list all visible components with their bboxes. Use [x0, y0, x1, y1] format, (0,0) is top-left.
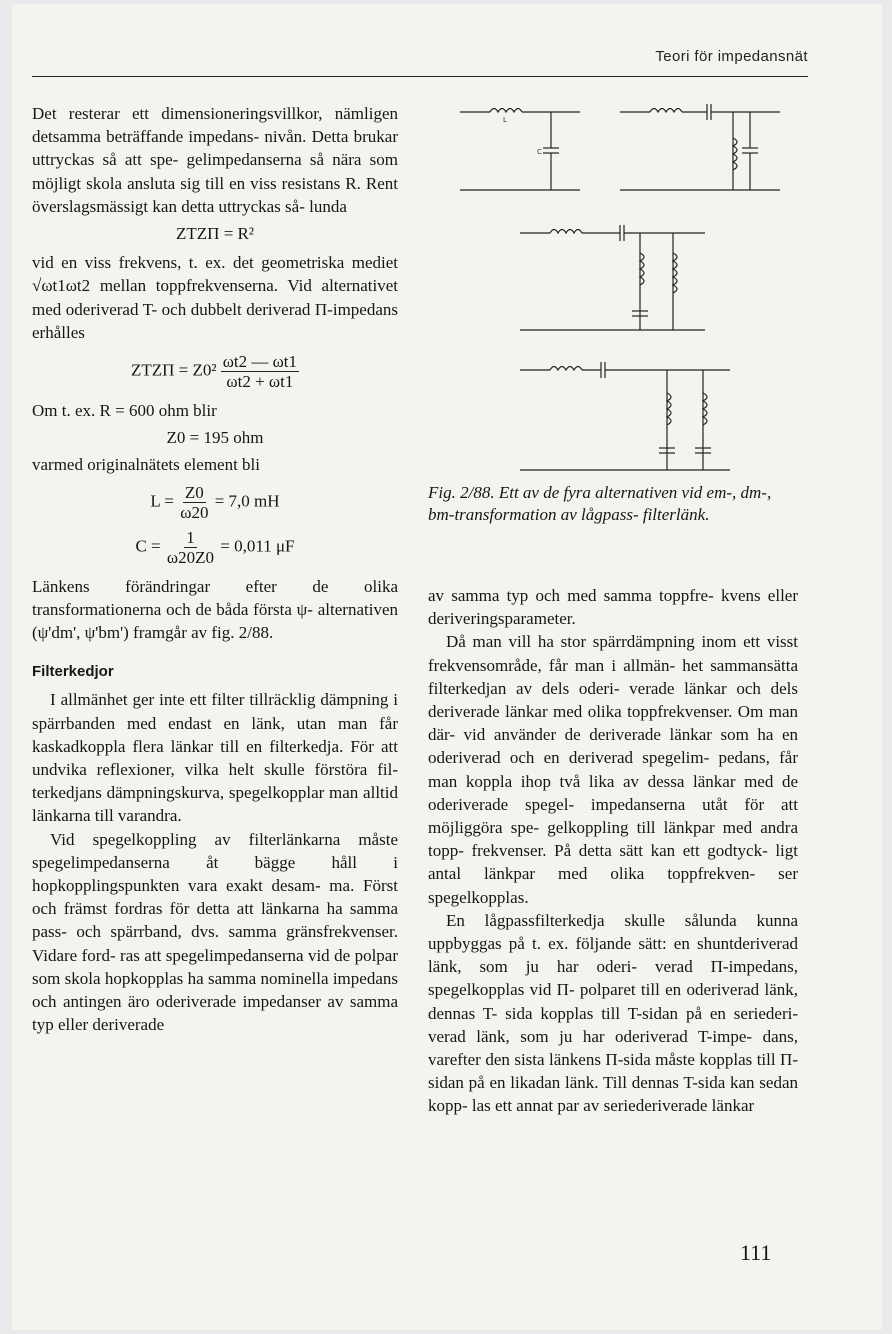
label-c: C	[537, 148, 542, 156]
circuit-3	[520, 225, 705, 330]
circuit-2	[620, 104, 780, 190]
paragraph-2b: mellan toppfrekvenserna. Vid alternativet med oderiverad T- och dubbelt deriverad Π-impedans erhålles	[32, 276, 398, 342]
equation-c-lhs: C =	[135, 536, 161, 556]
paragraph-2	[32, 251, 398, 344]
circuit-4	[520, 362, 730, 470]
equation-impedance-product: ZTZΠ = R²	[176, 224, 254, 244]
equation-l-lhs: L =	[150, 491, 175, 511]
circuit-1	[460, 109, 580, 191]
fraction-numerator: Z0	[184, 482, 204, 502]
equation-inductance	[32, 483, 398, 522]
fraction-denominator: ω20	[180, 502, 209, 522]
paragraph-6: I allmänhet ger inte ett filter tillräcklig dämpning i spärrbanden med endast en länk, utan man får kaskadkoppla flera länkar till en filterkedja. För att undvika reflexioner, vilka helt skulle förstöra fil- terkedjans dämpningskurva, spegelkopplar man alltid länkarna till varandra.	[32, 690, 398, 826]
fraction-denominator: ω20Z0	[166, 547, 214, 567]
fraction-numerator: 1	[186, 527, 195, 547]
page-number: 111	[740, 1240, 772, 1265]
equation-l-fraction	[178, 483, 210, 522]
equation-c-rhs: = 0,011 μF	[220, 536, 295, 556]
equation-z0-value: Z0 = 195 ohm	[166, 428, 264, 448]
paragraph-5: Länkens förändringar efter de olika transformationerna och de båda första ψ- alternativen (ψ'dm', ψ'bm') framgår av fig. 2/88.	[32, 576, 398, 643]
right-paragraph-3: En lågpassfilterkedja skulle sålunda kunna uppbyggas på t. ex. följande sätt: en shuntderiverad länk, som ju har oderi- verad Π-impedans, spegelkopplas vid Π- polparet till en oderiverad länk, dennas T- sida kopplas till T-sidan på en seriederi- verad länk, som ju har oderiverad T-impe- dans, varefter den sista länkens Π-sida måste kopplas till Π-sidan på en likadan länk. Till dennas T-sida kan sedan kopp- las ett annat par av seriederiverade länkar	[428, 910, 798, 1116]
paragraph-1: Det resterar ett dimensioneringsvillkor, nämligen detsamma beträffande impedans- nivån. Detta brukar uttryckas så att spe- gelimpedanserna så nära som möjligt skola ansluta sig till en viss resistans R. Rent överslagsmässigt kan detta uttryckas så- lunda	[32, 104, 398, 216]
equation-c-fraction	[165, 528, 216, 567]
sqrt-expression: √ωt1ωt2	[32, 276, 91, 296]
equation-l-rhs: = 7,0 mH	[214, 491, 280, 511]
paragraph-7: Vid spegelkoppling av filterlänkarna måste spegelimpedanserna åt bägge håll i hopkopplingspunkten vara exakt desam- ma. Först och främst fordras för detta att länkarna ha samma pass- och spärrband, dvs. samma gränsfrekvenser. Vidare ford- ras att spegelimpedanserna vid de polpar som skola hopkopplas ha samma nominella impedans och antingen äro oderiverade impedanser av samma typ eller deriverade	[32, 829, 398, 1035]
figure-caption: Fig. 2/88. Ett av de fyra alternativen vid em-, dm-, bm-transformation av lågpass- filterlänk.	[428, 483, 772, 524]
circuit-figure	[455, 98, 800, 478]
fraction-denominator: ωt2 + ωt1	[226, 372, 294, 392]
fraction-numerator: ωt2 — ωt1	[222, 352, 298, 372]
paragraph-4: varmed originalnätets element bli	[32, 455, 261, 475]
equation-z0-fraction	[221, 352, 299, 391]
paragraph-3: Om t. ex. R = 600 ohm blir	[32, 401, 217, 421]
header-title: Teori för impedansnät	[655, 48, 808, 65]
running-header	[32, 46, 808, 77]
right-paragraph-1: av samma typ och med samma toppfre- kvens eller deriveringsparameter.	[428, 586, 798, 629]
right-paragraph-2: Då man vill ha stor spärrdämpning inom ett visst frekvensområde, får man i allmän- het sammansätta filterkedjan av dels oderi- verade länkar och dels deriverade länkar med olika toppfrekvenser. Om man där- vid använder de deriverade länkar som ha en oderiverad och en deriverad spegelim- pedans, får man koppla ihop två lika av dessa länkar med de oderiverade spegel- impedanserna utåt för att möjliggöra spe- gelkoppling till länkpar med andra topp- frekvenser. På detta sätt kan ett godtyck- ligt antal länkpar med olika toppfrekven- ser spegelkopplas.	[428, 632, 798, 907]
section-heading: Filterkedjor	[32, 663, 114, 681]
equation-capacitance	[32, 528, 398, 567]
right-column	[428, 584, 798, 1118]
left-column	[32, 102, 398, 1037]
equation-z0-lhs: ZTZΠ = Z0²	[130, 360, 217, 380]
paragraph-2a: vid en viss frekvens, t. ex. det geometriska mediet	[32, 253, 398, 273]
equation-z0	[32, 352, 398, 391]
label-l: L	[503, 116, 507, 124]
